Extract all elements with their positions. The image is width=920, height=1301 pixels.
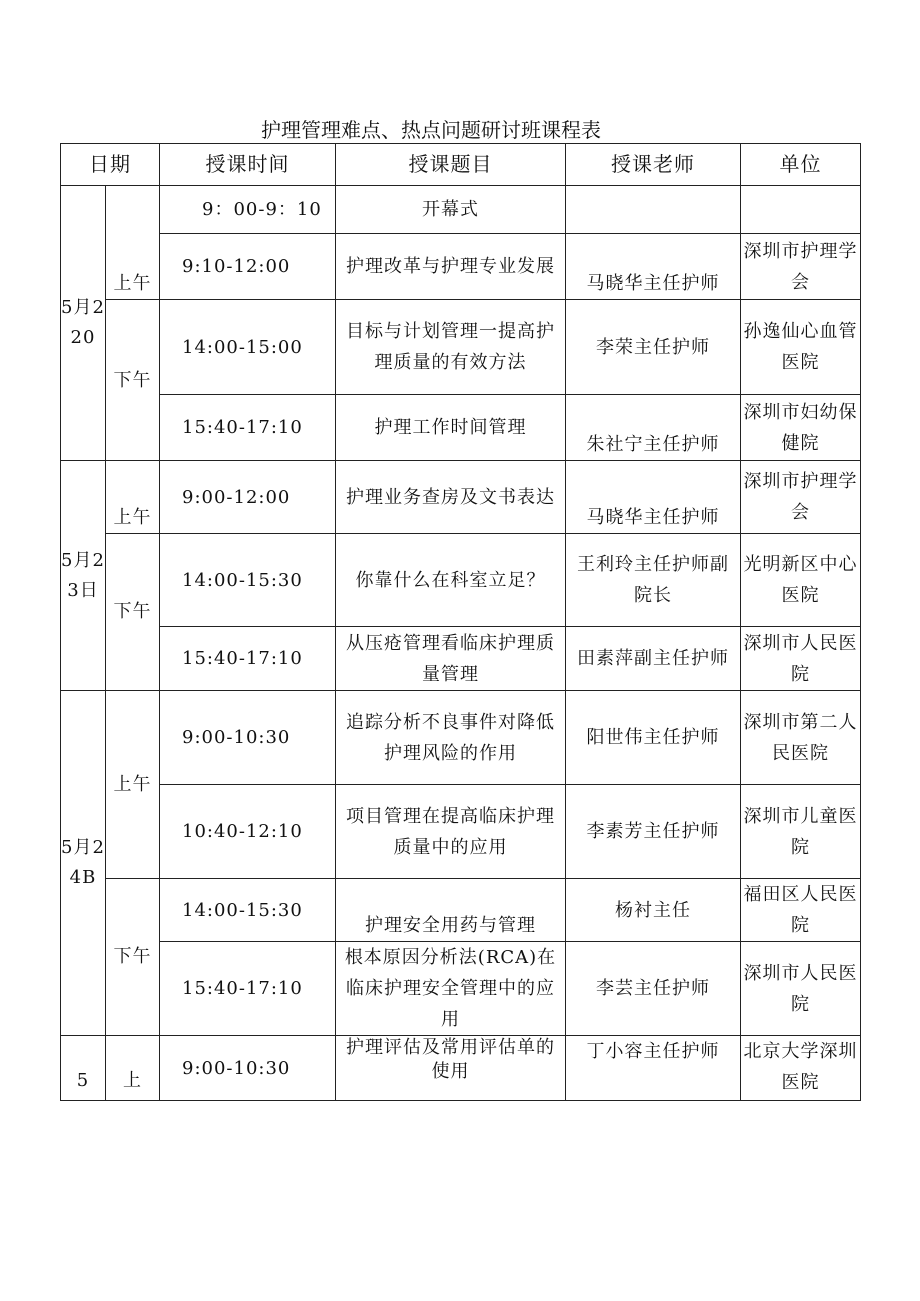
header-time: 授课时间 [160, 144, 336, 186]
date-cell: 5月23日 [61, 461, 106, 691]
teacher-cell: 丁小容主任护师 [566, 1036, 741, 1101]
unit-cell [741, 186, 861, 234]
time-cell: 10:40-12:10 [160, 785, 336, 879]
time-cell: 9:00-10:30 [160, 691, 336, 785]
time-cell: 15:40-17:10 [160, 627, 336, 691]
topic-cell: 护理评估及常用评估单的使用 [336, 1036, 566, 1101]
unit-cell: 孙逸仙心血管医院 [741, 300, 861, 395]
unit-cell: 深圳市儿童医院 [741, 785, 861, 879]
time-cell: 9:10-12:00 [160, 234, 336, 300]
teacher-cell: 阳世伟主任护师 [566, 691, 741, 785]
period-am: 上午 [106, 461, 160, 534]
unit-cell: 深圳市护理学会 [741, 234, 861, 300]
topic-cell: 护理工作时间管理 [336, 395, 566, 461]
date-cell: 5 [61, 1036, 106, 1101]
period-am: 上 [106, 1036, 160, 1101]
topic-cell: 你靠什么在科室立足？ [336, 534, 566, 627]
unit-cell: 深圳市护理学会 [741, 461, 861, 534]
topic-cell: 护理安全用药与管理 [336, 879, 566, 942]
header-date: 日期 [61, 144, 160, 186]
unit-cell: 深圳市妇幼保健院 [741, 395, 861, 461]
topic-cell: 根本原因分析法(RCA)在临床护理安全管理中的应用 [336, 942, 566, 1036]
page-title: 护理管理难点、热点问题研讨班课程表 [261, 118, 601, 142]
table-row [61, 1036, 861, 1101]
table-row [61, 186, 861, 234]
date-cell: 5月24B [61, 691, 106, 1036]
time-cell: 14:00-15:30 [160, 534, 336, 627]
time-cell: 14:00-15:30 [160, 879, 336, 942]
header-teacher: 授课老师 [566, 144, 741, 186]
time-cell: 9:00-12:00 [160, 461, 336, 534]
teacher-cell: 杨衬主任 [566, 879, 741, 942]
teacher-cell: 王利玲主任护师副院长 [566, 534, 741, 627]
table-row [61, 942, 861, 1036]
period-pm: 下午 [106, 879, 160, 1036]
unit-cell: 深圳市第二人民医院 [741, 691, 861, 785]
teacher-cell: 李素芳主任护师 [566, 785, 741, 879]
unit-cell: 深圳市人民医院 [741, 627, 861, 691]
teacher-cell: 朱社宁主任护师 [566, 395, 741, 461]
time-cell: 9：00-9：10 [160, 186, 336, 234]
time-cell: 14:00-15:00 [160, 300, 336, 395]
period-pm: 下午 [106, 300, 160, 461]
topic-cell: 开幕式 [336, 186, 566, 234]
teacher-cell: 马晓华主任护师 [566, 234, 741, 300]
topic-cell: 追踪分析不良事件对降低护理风险的作用 [336, 691, 566, 785]
unit-cell: 福田区人民医院 [741, 879, 861, 942]
table-row [61, 300, 861, 395]
period-am: 上午 [106, 691, 160, 879]
unit-cell: 北京大学深圳医院 [741, 1036, 861, 1101]
table-row [61, 461, 861, 534]
topic-cell: 目标与计划管理一提高护理质量的有效方法 [336, 300, 566, 395]
teacher-cell: 李荣主任护师 [566, 300, 741, 395]
table-row [61, 234, 861, 300]
header-topic: 授课题目 [336, 144, 566, 186]
time-cell: 15:40-17:10 [160, 395, 336, 461]
period-pm: 下午 [106, 534, 160, 691]
teacher-cell [566, 186, 741, 234]
table-row [61, 879, 861, 942]
unit-cell: 光明新区中心医院 [741, 534, 861, 627]
unit-cell: 深圳市人民医院 [741, 942, 861, 1036]
time-cell: 9:00-10:30 [160, 1036, 336, 1101]
table-row [61, 395, 861, 461]
time-cell: 15:40-17:10 [160, 942, 336, 1036]
teacher-cell: 李芸主任护师 [566, 942, 741, 1036]
header-row [61, 144, 861, 186]
topic-cell: 护理业务查房及文书表达 [336, 461, 566, 534]
teacher-cell: 马晓华主任护师 [566, 461, 741, 534]
period-am: 上午 [106, 186, 160, 300]
teacher-cell: 田素萍副主任护师 [566, 627, 741, 691]
date-cell: 5月220 [61, 186, 106, 461]
topic-cell: 从压疮管理看临床护理质量管理 [336, 627, 566, 691]
header-unit: 单位 [741, 144, 861, 186]
table-row [61, 627, 861, 691]
table-row [61, 785, 861, 879]
table-row [61, 691, 861, 785]
topic-cell: 护理改革与护理专业发展 [336, 234, 566, 300]
table-row [61, 534, 861, 627]
course-schedule-table [60, 143, 861, 1101]
topic-cell: 项目管理在提高临床护理质量中的应用 [336, 785, 566, 879]
